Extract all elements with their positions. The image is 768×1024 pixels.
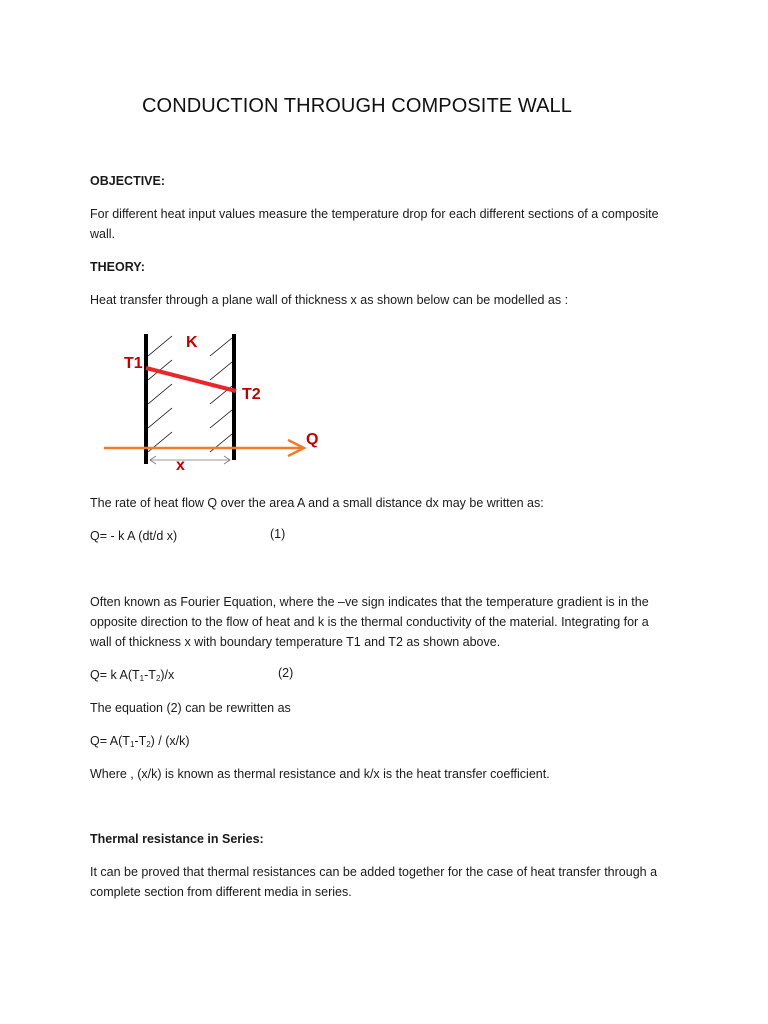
label-k: K	[186, 334, 198, 351]
series-text-line-2: complete section from different media in series.	[90, 885, 352, 899]
fourier-text-line-2: opposite direction to the flow of heat and k is the thermal conductivity of the material. Integrating for a	[90, 615, 649, 629]
series-text-line-1: It can be proved that thermal resistances can be added together for the case of heat transfer through a	[90, 865, 658, 879]
fourier-text-line-1: Often known as Fourier Equation, where the –ve sign indicates that the temperature gradient is in the	[90, 595, 649, 609]
where-text: Where , (x/k) is known as thermal resistance and k/x is the heat transfer coefficient.	[90, 767, 550, 781]
temperature-gradient-line	[146, 368, 236, 391]
label-t2: T2	[242, 386, 261, 403]
equation-3: $Q= A(T_1-T_2) / (x/k)$	[90, 734, 190, 749]
equation-1: Q= - k A (dt/d x)	[90, 529, 178, 543]
label-t1: T1	[124, 355, 143, 372]
equation-2: Q= k $A(T_1-T_2)/x$	[90, 668, 175, 683]
theory-heading: THEORY:	[90, 260, 145, 274]
label-x: x	[176, 457, 185, 474]
wall-hatching	[148, 336, 232, 452]
page-title: CONDUCTION THROUGH COMPOSITE WALL	[142, 95, 572, 117]
objective-heading: OBJECTIVE:	[90, 174, 166, 188]
objective-text-line-2: wall.	[90, 227, 116, 241]
rate-text: The rate of heat flow Q over the area A and a small distance dx may be written as:	[90, 496, 544, 510]
rewrite-text: The equation (2) can be rewritten as	[90, 701, 291, 715]
label-q: Q	[306, 431, 319, 448]
fourier-text-line-3: wall of thickness x with boundary temperature T1 and T2 as shown above.	[90, 635, 501, 649]
series-heading: Thermal resistance in Series:	[90, 832, 264, 846]
objective-text-line-1: For different heat input values measure the temperature drop for each different sections of a composite	[90, 207, 659, 221]
equation-1-number: (1)	[270, 527, 286, 541]
equation-2-number: (2)	[278, 666, 294, 680]
theory-intro: Heat transfer through a plane wall of thickness x as shown below can be modelled as :	[90, 293, 569, 307]
